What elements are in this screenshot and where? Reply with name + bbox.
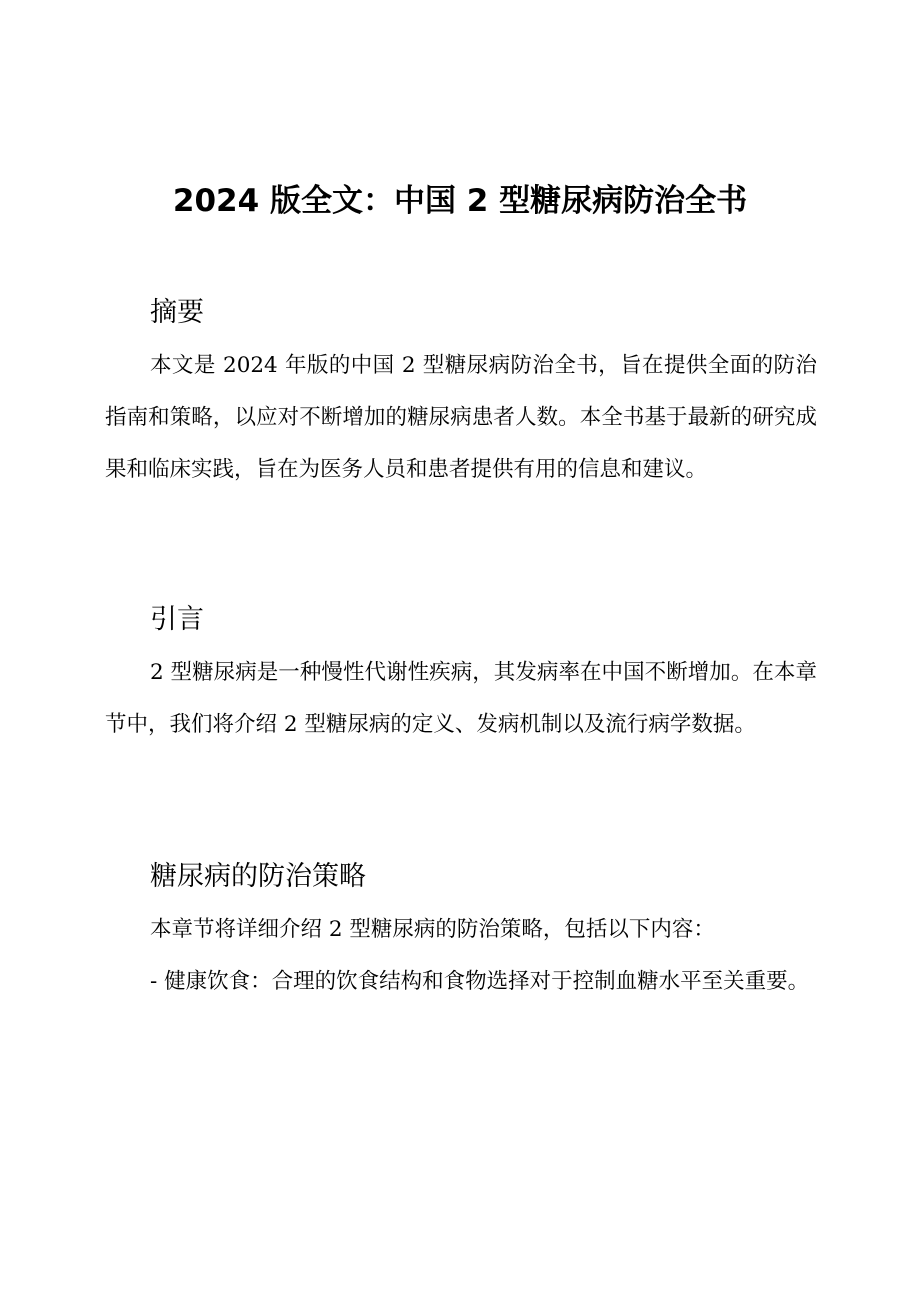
introduction-paragraph: 2 型糖尿病是一种慢性代谢性疾病，其发病率在中国不断增加。在本章节中，我们将介绍 2 型糖尿病的定义、发病机制以及流行病学数据。 bbox=[105, 660, 817, 737]
section-heading-prevention-strategies: 糖尿病的防治策略 bbox=[150, 861, 366, 892]
section-heading-abstract: 摘要 bbox=[150, 297, 204, 328]
strategies-intro-paragraph: 本章节将详细介绍 2 型糖尿病的防治策略，包括以下内容： bbox=[150, 917, 715, 942]
abstract-paragraph: 本文是 2024 年版的中国 2 型糖尿病防治全书，旨在提供全面的防治指南和策略，以应对不断增加的糖尿病患者人数。本全书基于最新的研究成果和临床实践，旨在为医务人员和患者提供有用的信息和建议。 bbox=[105, 353, 817, 482]
document-title: 2024 版全文：中国 2 型糖尿病防治全书 bbox=[172, 183, 748, 219]
strategies-list-item-healthy-diet: - 健康饮食：合理的饮食结构和食物选择对于控制血糖水平至关重要。 bbox=[150, 969, 810, 994]
section-heading-introduction: 引言 bbox=[150, 604, 204, 635]
